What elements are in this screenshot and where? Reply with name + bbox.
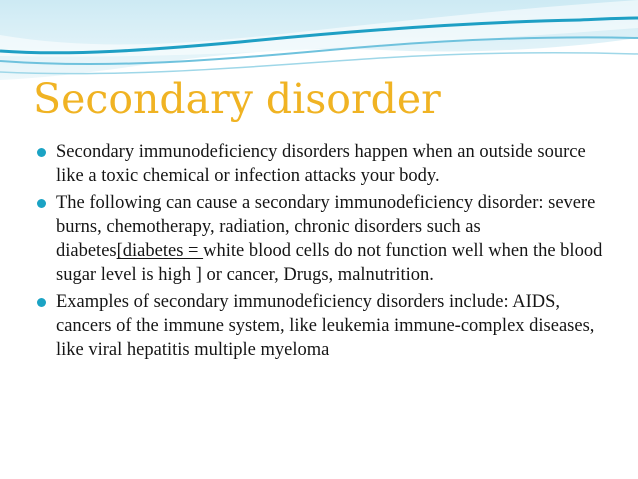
bullet-marker-icon (37, 148, 46, 157)
slide-title: Secondary disorder (33, 75, 441, 123)
bullet-text-before: The following can cause a secondary immunodeficiency disorder: severe burns, chemotherapy, radiation, chronic disorders such as diabetes (56, 193, 596, 261)
bullet-marker-icon (37, 298, 46, 307)
bullet-text-after: white blood cells do not function well when the blood sugar level is high ] or cancer, Drugs, malnutrition. (56, 241, 603, 285)
bullet-item-examples (36, 290, 608, 362)
bullet-marker-icon (37, 199, 46, 208)
bullet-list (36, 140, 608, 365)
bullet-text: Secondary immunodeficiency disorders happen when an outside source like a toxic chemical or infection attacks your body. (56, 142, 586, 186)
bullet-text: Examples of secondary immunodeficiency disorders include: AIDS, cancers of the immune system, like leukemia immune-complex diseases, like viral hepatitis multiple myeloma (56, 292, 595, 360)
bullet-item-causes (36, 191, 608, 287)
diabetes-definition-underlined: [diabetes = (116, 241, 204, 261)
bullet-item-secondary-disorders (36, 140, 608, 188)
